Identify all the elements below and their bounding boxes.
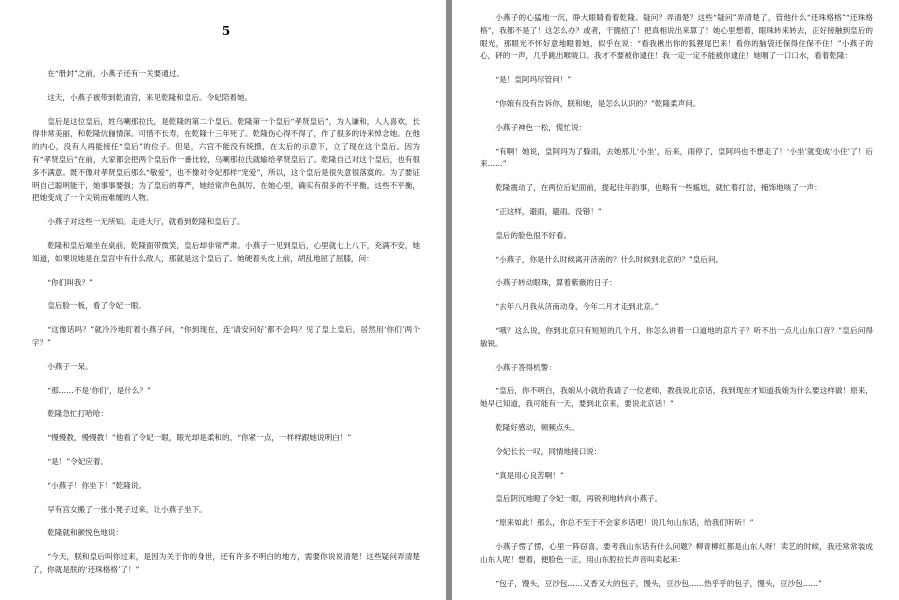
- paragraph: “你娘有没有告诉你，朕和她，是怎么认识的？”乾隆柔声问。: [495, 98, 701, 108]
- paragraph: “去年八月我从济南动身，今年二月才走到北京。”: [495, 302, 659, 312]
- paragraph: “你们叫我？”: [47, 277, 93, 287]
- paragraph: “原来如此！那么，你总不至于不会家乡话吧！说几句山东话，给我们听听！”: [495, 518, 754, 528]
- paragraph: “包子，馒头，豆沙包……又香又大的包子，馒头，豆沙包……热乎乎的包子，馒头，豆沙包……”: [495, 578, 822, 588]
- paragraph: 小燕子愣了愣，心里一阵窃喜。要考我山东话有什么问题？柳青柳红都是山东人呀！卖艺的时候，我还常常装成山东人呢！想着，便脸色一正，用山东腔拉长声音叫卖起来：: [480, 541, 873, 564]
- paragraph: 在“册封”之前，小燕子还有一关要通过。: [47, 69, 185, 78]
- paragraph: 小燕子神色一松，慌忙说：: [495, 122, 587, 132]
- paragraph: “皇后，你不明白，我娘从小就给我请了一位老师，教我说北京话，我到现在才知道我娘为什么要这样做！原来，她早已知道，我可能有一天，要到北京来，要说北京话！”: [480, 386, 873, 409]
- paragraph: “哦？这么说，你到北京只有短短的几个月，你怎么讲着一口道地的京片子？听不出一点儿山东口音？”皇后问得敏锐。: [480, 325, 873, 348]
- paragraph: 令妃长长一叹，同情地接口说：: [495, 446, 602, 456]
- paragraph: 皇后脸一板，看了令妃一眼。: [47, 301, 146, 311]
- paragraph: 皇后是这位皇后，姓乌喇那拉氏，是乾隆的第二个皇后。乾隆第一个皇后“孝贤皇后”，为人谦和，人人喜欢，长得非常美丽，和乾隆伉俪情深。可惜不长寿，在乾隆十三年死了。乾隆伤心得不得了，作了很多的诗来悼念她。在他的内心，没有人再能接任“皇后”的位子。但是，六宫不能没有统摄，在太后的示意下，立了现在这个皇后。因为有“孝贤皇后”在前，大家都会把两个皇后作一番比较，乌喇那拉氏就输给孝贤皇后了。乾隆自己对这个皇后，也有很多不满意。既不像对孝贤皇后那么“敬爱”，也不像对令妃那样“宠爱”，所以，这个皇后是很失意很落寞的。为了要证明自己聪明能干，她事事要强；为了皇后的尊严，她经常声色俱厉。在她心里，确实有很多的不平衡，这些不平衡，把她变成了一个尖锐而难缠的人物。: [32, 116, 420, 203]
- page-right: [452, 0, 899, 600]
- paragraph: 小燕子转动眼珠，算着紫薇的日子：: [495, 278, 617, 288]
- paragraph: 小燕子的心猛地一沉，睁大眼睛看着乾隆。疑问？弄清楚？这些“疑问”弄清楚了，管他什么“还珠格格”“还珠格格”，我都不是了！这怎么办？或者，干脆招了！把真相说出来算了！她心里想着，眼珠转来转去，正好接触到皇后的眼光，那眼光不怀好意地瞪着她，似乎在说：“看我揪出你的狐狸尾巴来！看你的脑袋还保得住保不住！”小燕子的心，砰的一声，几乎跳出喉咙口。我才不要被你逮住！我一定一定不能被你逮住！她咽了一口口水，看着乾隆：: [480, 13, 873, 61]
- paragraph: “今天，朕和皇后叫你过来，是因为关于你的身世，还有许多不明白的地方，需要你说说清楚！这些疑问弄清楚了，你就是朕的‘还珠格格’了！”: [32, 552, 420, 574]
- right-page-text: [480, 12, 873, 590]
- left-page-text: [32, 68, 420, 577]
- paragraph: 皇后阴沉地瞪了令妃一眼，再锐利地转向小燕子。: [495, 494, 663, 504]
- paragraph: 乾隆和皇后端坐在桌前，乾隆面带微笑，皇后却非常严肃。小燕子一见到皇后，心里就七上八下，充满不安，她知道，如果说她是在皇宫中有什么敌人，那就是这个皇后了。她硬着头皮上前，胡乱地屈了屈膝，问：: [32, 240, 420, 263]
- paragraph: 早有宫女搬了一张小凳子过来，让小燕子坐下。: [47, 504, 207, 514]
- paragraph: “是！皇阿玛尽管问！”: [495, 75, 572, 85]
- paragraph: “正这样，避雨，避雨。没错！”: [495, 206, 602, 216]
- paragraph: “慢慢教，慢慢教！”他看了令妃一眼，眼光却是柔和的，“你紧一点，一样样跟她说明白！”: [47, 433, 352, 443]
- paragraph: “小燕子！你坐下！”乾隆说。: [47, 480, 147, 490]
- paragraph: “真是用心良苦啊！”: [495, 470, 564, 480]
- paragraph: 皇后的脸色很不好看。: [495, 230, 572, 240]
- paragraph: 这天，小燕子被带到乾清宫，来见乾隆和皇后。令妃陪着她。: [47, 92, 253, 102]
- paragraph: “这像话吗？”就冷冷地盯着小燕子问，“你到现在，连‘请安问好’都不会吗？见了皇上皇后，居然用‘你们’两个字？”: [32, 325, 420, 347]
- paragraph: 乾隆急忙打哈哈：: [47, 409, 108, 419]
- paragraph: 乾隆就和颜悦色地说：: [47, 528, 124, 538]
- paragraph: 乾隆好感动，频频点头。: [495, 422, 579, 432]
- paragraph: 小燕子一呆。: [47, 361, 93, 371]
- paragraph: 小燕子对这些一无所知。走进大厅，就看到乾隆和皇后了。: [47, 217, 245, 227]
- paragraph: “有啊！她说，皇阿玛为了躲雨，去她那儿‘小坐’，后来，雨停了，皇阿玛也不想走了！‘小坐’就变成‘小住’了！后来……”: [480, 146, 874, 169]
- page-number: 5: [221, 24, 231, 38]
- paragraph: “那……不是‘你们’，是什么？”: [47, 385, 151, 395]
- paragraph: 乾隆震动了，在两位后妃面前，提起往年韵事，也略有一些尴尬，就忙着打岔，掩饰地咳了一声：: [495, 183, 822, 193]
- paragraph: “小燕子，你是什么时候离开济南的？什么时候到北京的？”皇后问。: [495, 254, 724, 264]
- paragraph: “是！”令妃应着。: [47, 456, 109, 466]
- paragraph: 小燕子答得机警：: [495, 362, 556, 372]
- page-left: [0, 0, 446, 600]
